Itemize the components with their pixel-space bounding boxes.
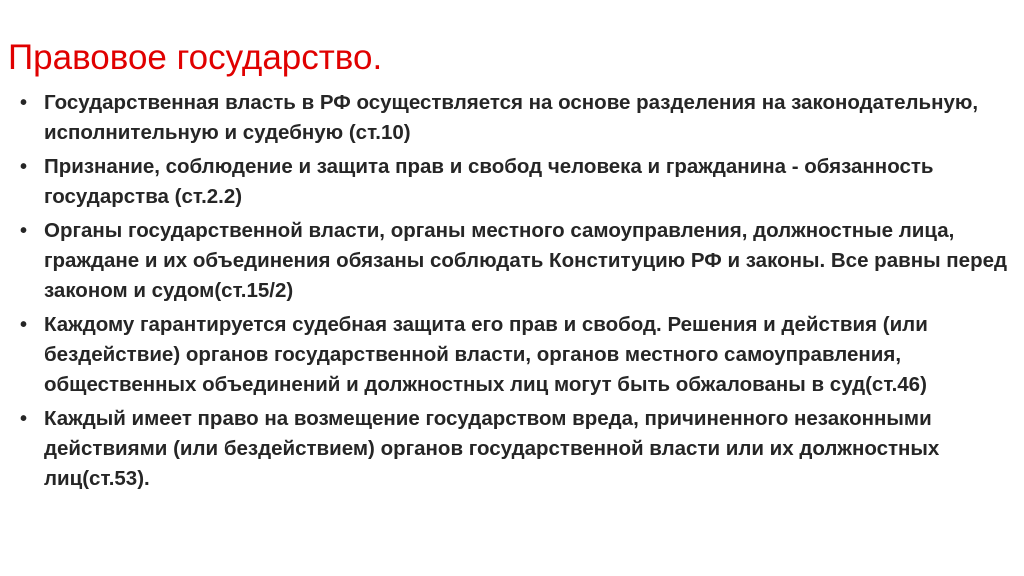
slide-title: Правовое государство.: [8, 38, 383, 77]
bullet-dot-icon: •: [20, 314, 28, 336]
bullet-item-1: [0, 88, 1010, 148]
bullet-text-4: Каждому гарантируется судебная защита его прав и свобод. Решения и действия (или бездействие) органов государственной власти, органов местного самоуправления, общественных объединений и должностных лиц могут быть обжалованы в суд(ст.46): [44, 313, 928, 396]
bullet-text-2: Признание, соблюдение и защита прав и свобод человека и гражданина - обязанность государства (ст.2.2): [44, 155, 934, 208]
bullet-dot-icon: •: [20, 220, 28, 242]
bullet-list: [0, 88, 1010, 498]
bullet-dot-icon: •: [20, 408, 28, 430]
bullet-text-1: Государственная власть в РФ осуществляется на основе разделения на законодательную, исполнительную и судебную (ст.10): [44, 91, 979, 144]
bullet-item-5: [0, 404, 1010, 494]
bullet-text-5: Каждый имеет право на возмещение государством вреда, причиненного незаконными действиями (или бездействием) органов государственной власти или их должностных лиц(ст.53).: [44, 407, 940, 490]
bullet-item-4: [0, 310, 1010, 400]
bullet-item-3: [0, 216, 1010, 306]
bullet-dot-icon: •: [20, 156, 28, 178]
bullet-text-3: Органы государственной власти, органы местного самоуправления, должностные лица, граждане и их объединения обязаны соблюдать Конституцию РФ и законы. Все равны перед законом и судом(ст.15/2): [44, 219, 1008, 302]
bullet-dot-icon: •: [20, 92, 28, 114]
bullet-item-2: [0, 152, 1010, 212]
